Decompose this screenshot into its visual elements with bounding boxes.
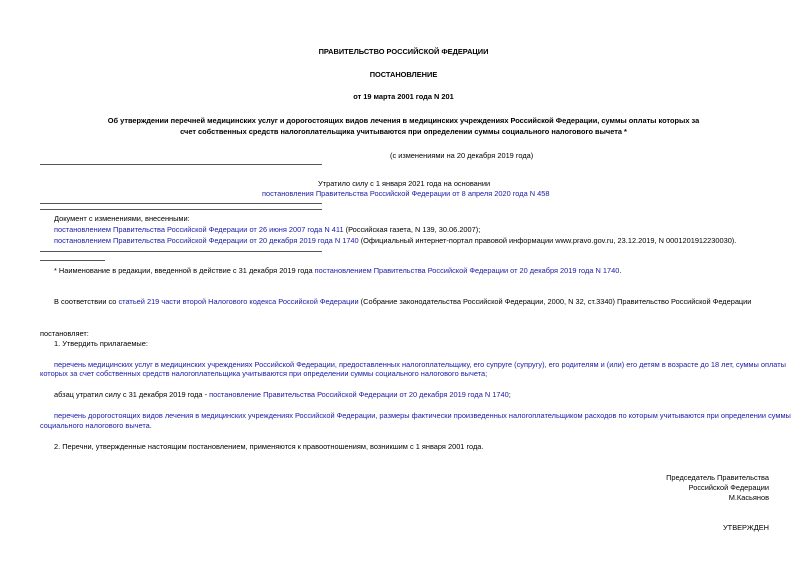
expensive-treatment-list-link-line-1[interactable]: перечень дорогостоящих видов лечения в медицинских учреждениях Российской Федерации, размеры фактически произведенных налогоплательщиком расходов по которым учитываются при определении суммы: [54, 411, 791, 420]
item-2: 2. Перечни, утвержденные настоящим постановлением, применяются к правоотношениям, возникшим с 1 января 2001 года.: [54, 442, 484, 451]
amendment-item-1: [54, 225, 480, 235]
divider: [40, 209, 322, 210]
footnote-link[interactable]: постановлением Правительства Российской Федерации от 20 декабря 2019 года N 1740: [314, 266, 620, 275]
document-date-number: от 19 марта 2001 года N 201: [353, 92, 454, 101]
repealed-paragraph-link[interactable]: постановление Правительства Российской Федерации от 20 декабря 2019 года N 1740: [209, 390, 509, 399]
amendment-link-2[interactable]: постановлением Правительства Российской Федерации от 20 декабря 2019 года N 1740: [54, 236, 359, 245]
signature-title: Председатель Правительства: [666, 473, 769, 482]
approved-label: УТВЕРЖДЕН: [722, 523, 769, 532]
repealed-paragraph-end: ;: [508, 390, 511, 399]
changes-note: (с изменениями на 20 декабря 2019 года): [390, 151, 534, 160]
medical-services-list-link-line-1[interactable]: перечень медицинских услуг в медицинских учреждениях Российской Федерации, предоставленных налогоплательщику, его супруге (супругу), его родителям и (или) его детям в возрасте до 18 лет, суммы оплаты: [54, 360, 786, 369]
item-1: 1. Утвердить прилагаемые:: [54, 339, 148, 348]
footnote-text: * Наименование в редакции, введенной в действие с 31 декабря 2019 года: [54, 266, 315, 275]
medical-services-list-link-line-2[interactable]: которых за счет собственных средств налогоплательщика учитываются при определении суммы социального налогового вычета;: [40, 369, 488, 378]
footnote-divider: [40, 260, 105, 261]
expensive-treatment-list-link-line-2[interactable]: социального налогового вычета.: [40, 421, 152, 430]
repeal-notice: Утратило силу с 1 января 2021 года на основании: [318, 179, 491, 188]
signature-name: М.Касьянов: [728, 493, 769, 502]
divider: [40, 164, 322, 165]
divider: [40, 251, 322, 252]
repealed-paragraph: [54, 390, 511, 400]
amendment-link-1[interactable]: постановлением Правительства Российской Федерации от 26 июня 2007 года N 411: [54, 225, 344, 234]
document-title-line-1: Об утверждении перечней медицинских услуг и дорогостоящих видов лечения в медицинских учреждениях Российской Федерации, суммы оплаты которых за: [107, 116, 700, 125]
amendments-heading: Документ с изменениями, внесенными:: [54, 214, 190, 223]
preamble-start: В соответствии со: [54, 297, 119, 306]
repealed-paragraph-text: абзац утратил силу с 31 декабря 2019 года -: [54, 390, 210, 399]
preamble-paragraph: [54, 297, 751, 307]
resolves-text: постановляет:: [40, 329, 89, 338]
government-heading: ПРАВИТЕЛЬСТВО РОССИЙСКОЙ ФЕДЕРАЦИИ: [318, 47, 489, 56]
signature-organization: Российской Федерации: [688, 483, 769, 492]
document-title-line-2: счет собственных средств налогоплательщика учитываются при определении суммы социального налогового вычета *: [180, 127, 627, 136]
amendment-source-1: (Российская газета, N 139, 30.06.2007);: [343, 225, 481, 234]
repeal-link[interactable]: постановления Правительства Российской Федерации от 8 апреля 2020 года N 458: [262, 189, 550, 198]
amendment-source-2: (Официальный интернет-портал правовой информации www.pravo.gov.ru, 23.12.2019, N 0001201912230030).: [358, 236, 737, 245]
footnote-end: .: [619, 266, 622, 275]
divider: [40, 203, 322, 204]
tax-code-link[interactable]: статьей 219 части второй Налогового кодекса Российской Федерации: [118, 297, 359, 306]
document-type-heading: ПОСТАНОВЛЕНИЕ: [369, 70, 438, 79]
preamble-end: (Собрание законодательства Российской Федерации, 2000, N 32, ст.3340) Правительство Российской Федерации: [358, 297, 752, 306]
footnote: [54, 266, 621, 276]
amendment-item-2: [54, 236, 736, 246]
